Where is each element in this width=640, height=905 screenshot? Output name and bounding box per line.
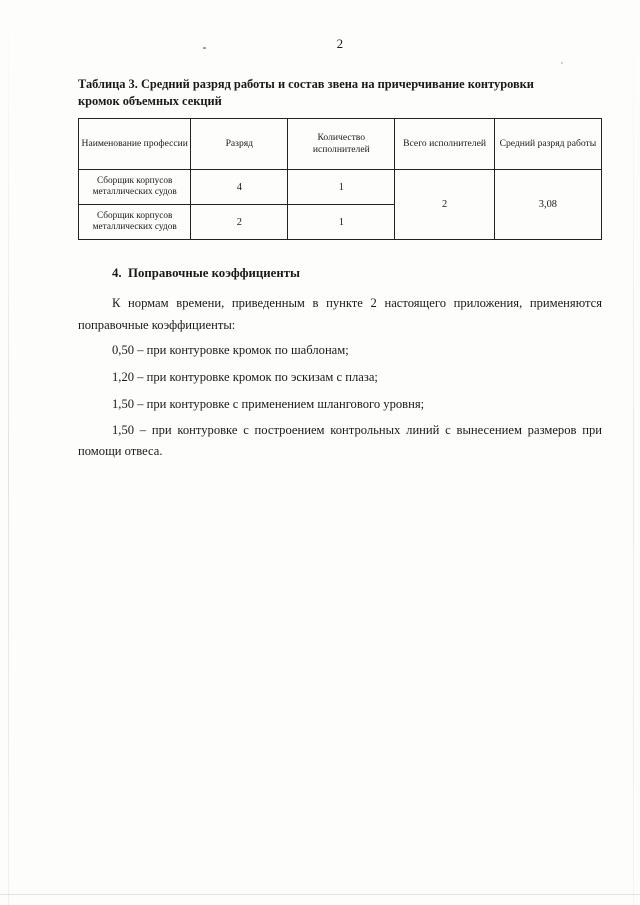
section-title: Поправочные коэффициенты	[128, 266, 300, 281]
cell-average-grade: 3,08	[494, 170, 601, 240]
table-header-row	[79, 119, 602, 170]
cell-profession: Сборщик корпусов металлических судов	[79, 205, 191, 240]
table-header-profession: Наименование профессии	[79, 119, 191, 170]
page-number: 2	[336, 36, 344, 51]
final-paragraph: 1,50 – при контуровке с построением контрольных линий с вынесением размеров при помощи отвеса.	[78, 422, 602, 458]
cell-profession: Сборщик корпусов металлических судов	[79, 170, 191, 205]
table-row	[79, 170, 602, 205]
cell-count: 1	[288, 205, 395, 240]
table-caption-line-2: кромок объемных секций	[78, 93, 222, 108]
cell-grade: 4	[191, 170, 288, 205]
table-header-average-grade: Средний разряд работы	[494, 119, 601, 170]
coefficient-item-1: 0,50 – при контуровке кромок по шаблонам;	[112, 342, 349, 357]
section-heading	[78, 266, 602, 281]
section-number: 4.	[112, 266, 122, 281]
page-content	[78, 36, 602, 462]
cell-count: 1	[288, 170, 395, 205]
table-caption-line-1: Таблица 3. Средний разряд работы и состав звена на причерчивание контуровки	[78, 77, 534, 91]
coefficient-item-2: 1,20 – при контуровке кромок по эскизам с плаза;	[112, 369, 378, 384]
table-caption	[78, 76, 602, 109]
average-grade-table	[78, 118, 602, 240]
coefficient-item-3: 1,50 – при контуровке с применением шлангового уровня;	[112, 396, 425, 411]
scan-edge-left	[8, 0, 9, 905]
scan-edge-bottom	[0, 894, 640, 895]
table-header-count: Количество исполнителей	[288, 119, 395, 170]
scan-edge-right	[633, 0, 634, 905]
table-header-total: Всего исполнителей	[395, 119, 494, 170]
table-header-grade: Разряд	[191, 119, 288, 170]
cell-grade: 2	[191, 205, 288, 240]
intro-paragraph: К нормам времени, приведенным в пункте 2 настоящего приложения, применяются поправочные коэффициенты:	[78, 296, 602, 332]
cell-total-performers: 2	[395, 170, 494, 240]
